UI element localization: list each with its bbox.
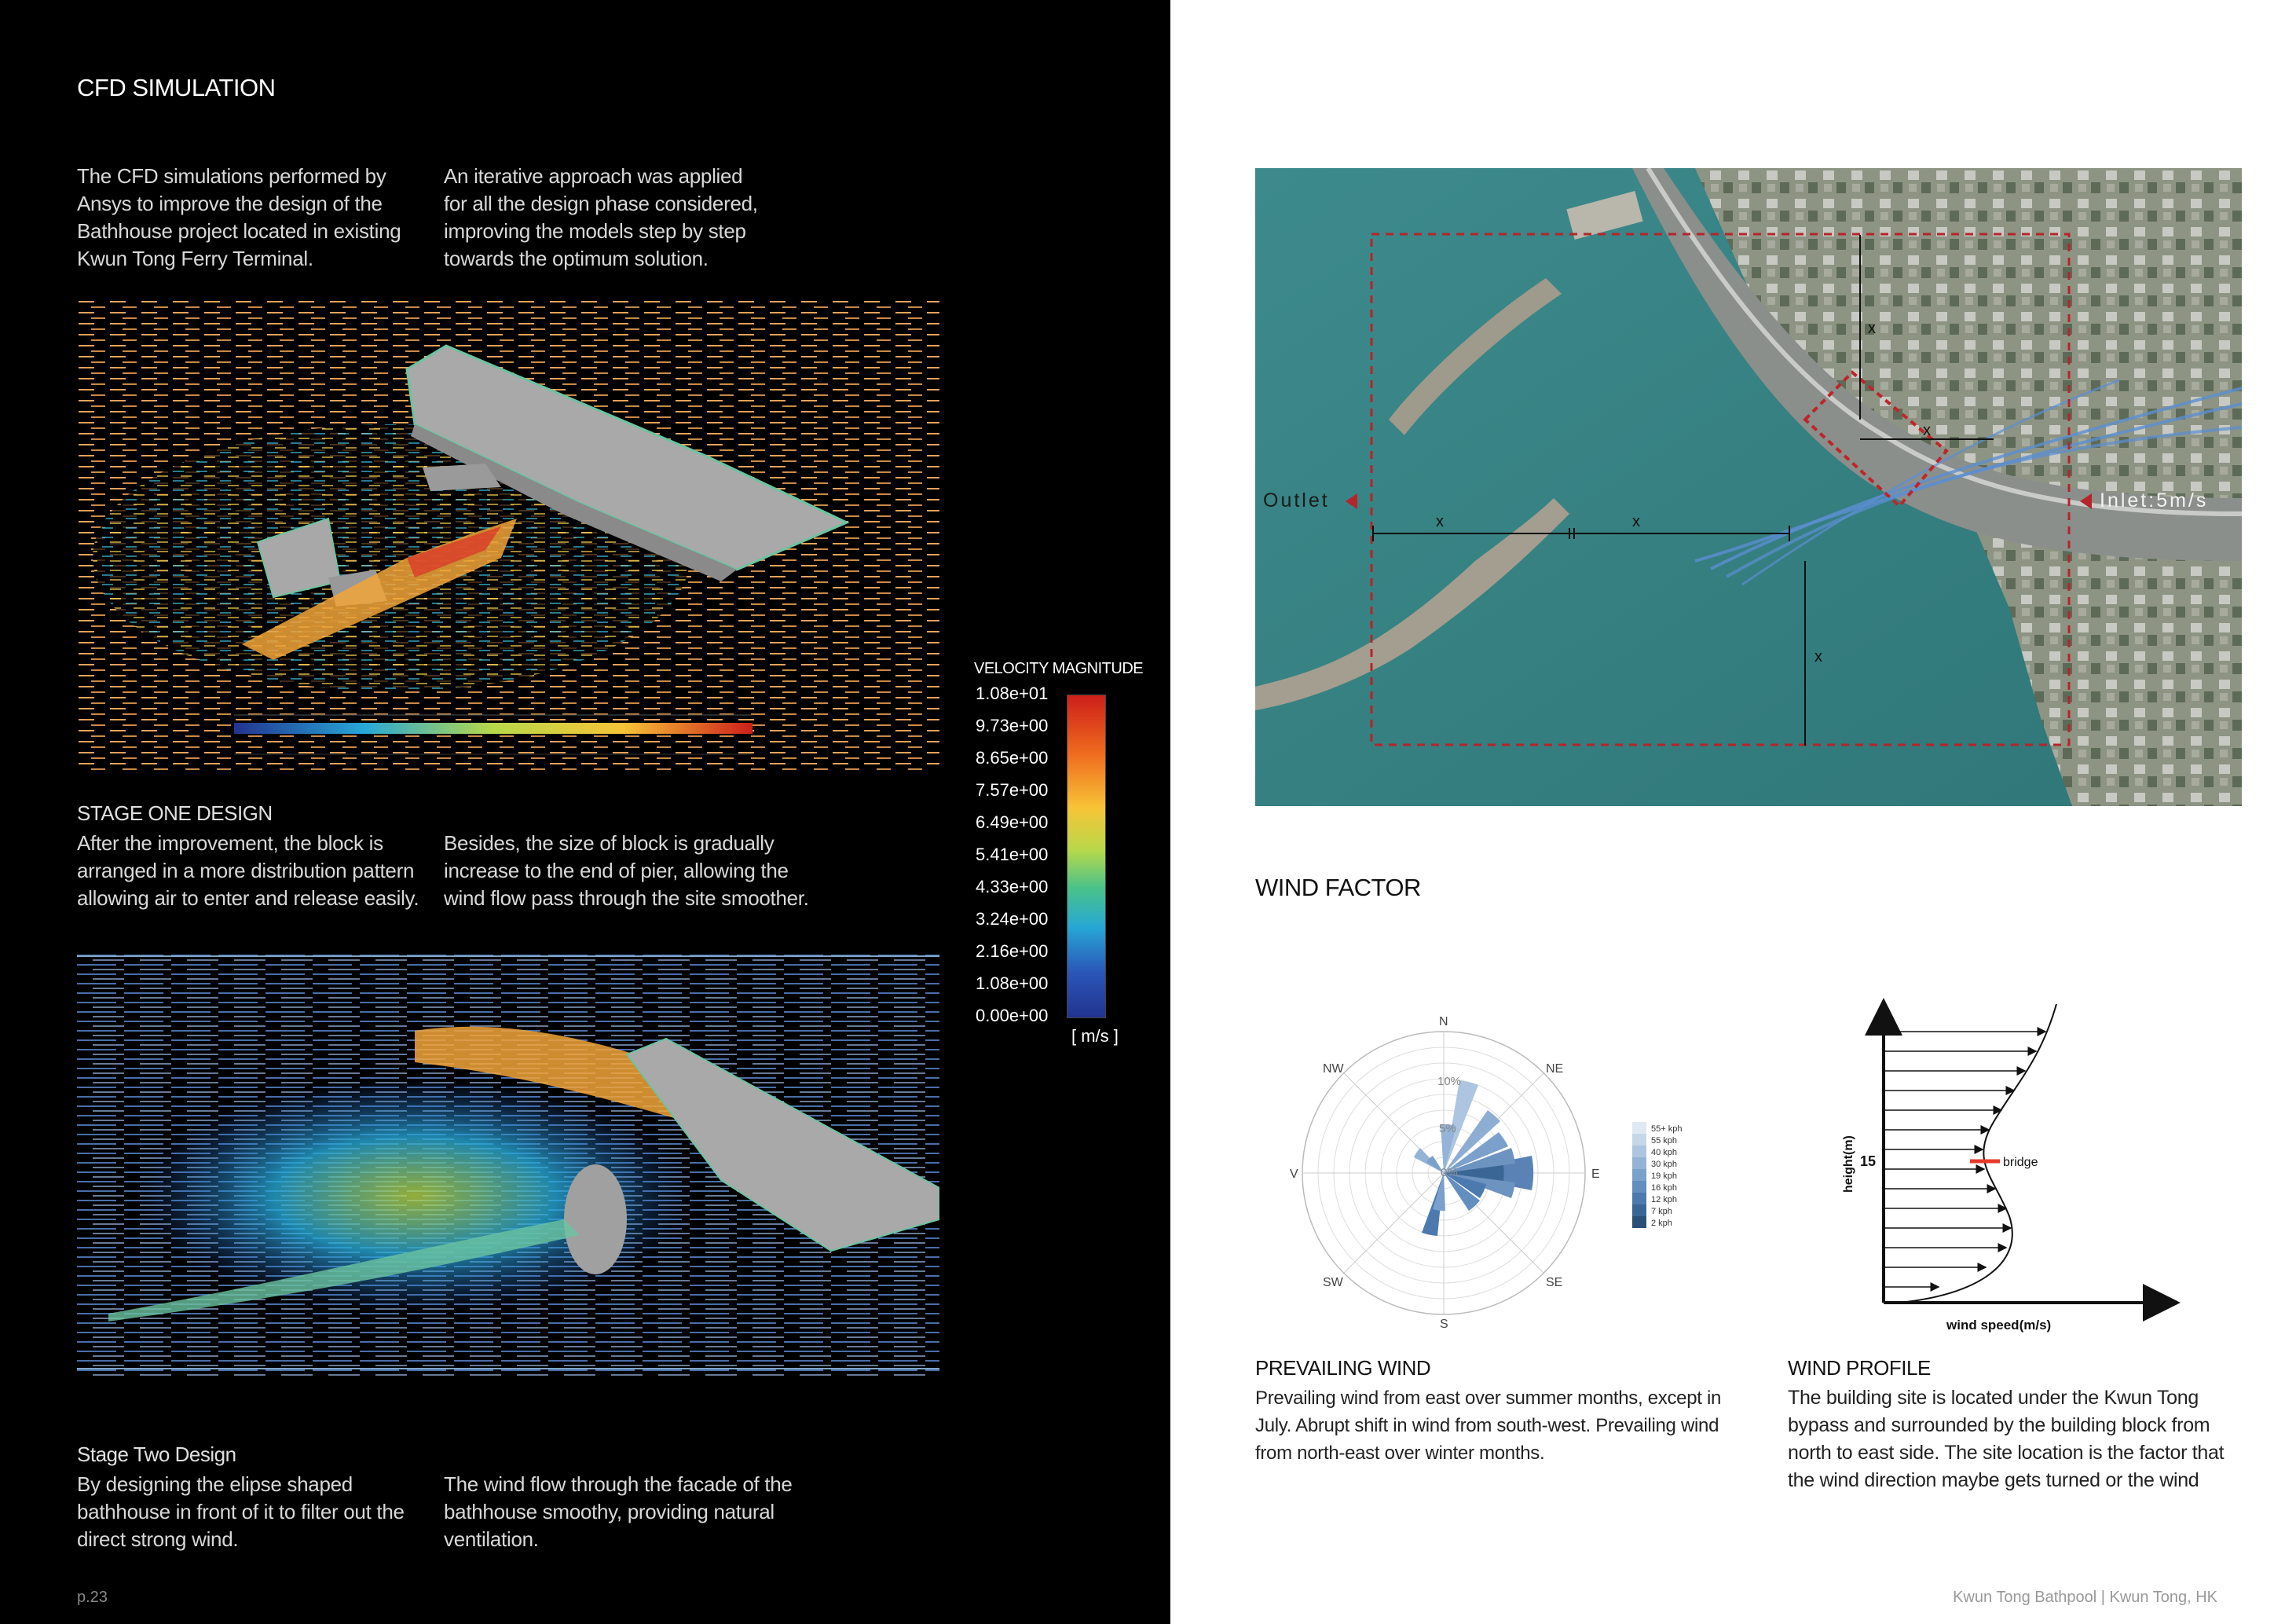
dir-s: S [1440, 1318, 1448, 1331]
dir-ne: NE [1546, 1062, 1564, 1076]
height-label: 15 [1860, 1153, 1877, 1169]
stage-two-cfd-image [77, 952, 939, 1377]
site-aerial-map [1255, 168, 2242, 806]
stage-two-col2: The wind flow through the facade of the bathhouse smoothy, providing natural ventilation. [444, 1472, 793, 1551]
profile-xlabel: wind speed(m/s) [1946, 1318, 2052, 1333]
speed-legend-label: 55+ kph [1651, 1124, 1683, 1134]
stage-one-cfd-image [77, 299, 939, 770]
right-page [1170, 0, 2296, 1624]
footer-caption: Kwun Tong Bathpool | Kwun Tong, HK [1953, 1589, 2217, 1606]
dim-label-3: x [1868, 320, 1876, 337]
speed-legend-label: 12 kph [1651, 1195, 1678, 1204]
intro-col2: An iterative approach was applied for all the design phase considered, improving the models step by step towards the optimum solution. [444, 164, 758, 270]
dir-e: E [1591, 1168, 1600, 1181]
bridge-label: bridge [2003, 1156, 2038, 1169]
speed-legend-label: 19 kph [1651, 1171, 1678, 1181]
dir-nw: NW [1323, 1062, 1344, 1076]
stage-one-col1: After the improvement, the block is arranged in a more distribution pattern allowing air to enter and release easily. [77, 831, 419, 910]
profile-ylabel: height(m) [1842, 1135, 1855, 1193]
page-title: CFD SIMULATION [77, 74, 276, 101]
stage-one-col2: Besides, the size of block is gradually increase to the end of pier, allowing the wind flow pass through the site smoother. [444, 831, 809, 910]
speed-legend [1632, 1122, 1682, 1228]
inlet-label: Inlet:5m/s [2100, 489, 2209, 511]
speed-legend-label: 30 kph [1651, 1160, 1678, 1169]
wind-profile-diagram [1821, 996, 2182, 1342]
velocity-legend [974, 660, 1163, 1053]
ring-label-10: 10% [1437, 1075, 1462, 1088]
legend-tick: 0.00e+00 [976, 1006, 1049, 1025]
legend-tick: 7.57e+00 [976, 780, 1049, 800]
stage-one-heading: STAGE ONE DESIGN [77, 801, 273, 825]
legend-tick: 1.08e+01 [976, 684, 1049, 703]
legend-tick: 4.33e+00 [976, 877, 1049, 896]
wind-profile-text: The building site is located under the Kwun Tong bypass and surrounded by the building block from north to east side. The site location is the factor that the wind direction maybe gets turned or the wind [1788, 1387, 2225, 1491]
wind-rose-chart [1255, 1012, 1742, 1334]
speed-legend-label: 7 kph [1651, 1207, 1672, 1216]
stage-two-col1: By designing the elipse shaped bathhouse in front of it to filter out the direct strong wind. [77, 1472, 405, 1551]
ring-label-0: 0% [1441, 1166, 1458, 1179]
speed-legend-label: 2 kph [1651, 1219, 1672, 1228]
legend-title: VELOCITY MAGNITUDE [974, 660, 1144, 677]
dim-label-4: x [1923, 422, 1931, 439]
dim-label-2: x [1632, 513, 1640, 530]
speed-legend-label: 55 kph [1651, 1136, 1678, 1146]
legend-tick: 5.41e+00 [976, 845, 1049, 864]
dim-label-1: x [1436, 513, 1444, 530]
wind-rose-petals [1414, 1080, 1533, 1236]
stage-two-heading: Stage Two Design [77, 1443, 236, 1466]
legend-tick: 9.73e+00 [976, 716, 1049, 735]
intro-col1: The CFD simulations performed by Ansys to improve the design of the Bathhouse project located in existing Kwun Tong Ferry Terminal. [77, 164, 401, 270]
wind-profile-heading: WIND PROFILE [1788, 1356, 1931, 1380]
legend-tick: 6.49e+00 [976, 812, 1049, 832]
wind-factor-heading: WIND FACTOR [1255, 874, 1421, 901]
prevailing-wind-text: Prevailing wind from east over summer months, except in July. Abrupt shift in wind from south-west. Prevailing wind from north-east over winter months. [1255, 1388, 1722, 1464]
legend-unit: [ m/s ] [1071, 1026, 1119, 1046]
dir-n: N [1439, 1015, 1448, 1028]
dir-se: SE [1546, 1276, 1563, 1289]
legend-tick: 8.65e+00 [976, 748, 1049, 768]
ring-label-5: 5% [1439, 1122, 1456, 1135]
prevailing-wind-heading: PREVAILING WIND [1255, 1356, 1431, 1380]
legend-colorbar [1067, 695, 1106, 1018]
legend-tick: 1.08e+00 [976, 973, 1049, 993]
speed-legend-label: 40 kph [1651, 1148, 1678, 1157]
outlet-label: Outlet [1263, 489, 1330, 511]
dir-sw: SW [1323, 1276, 1343, 1289]
dim-label-5: x [1814, 648, 1822, 665]
legend-tick: 2.16e+00 [976, 941, 1049, 961]
speed-legend-label: 16 kph [1651, 1183, 1678, 1193]
page-number: p.23 [77, 1589, 108, 1606]
dir-w: V [1290, 1168, 1298, 1181]
legend-tick: 3.24e+00 [976, 909, 1049, 929]
